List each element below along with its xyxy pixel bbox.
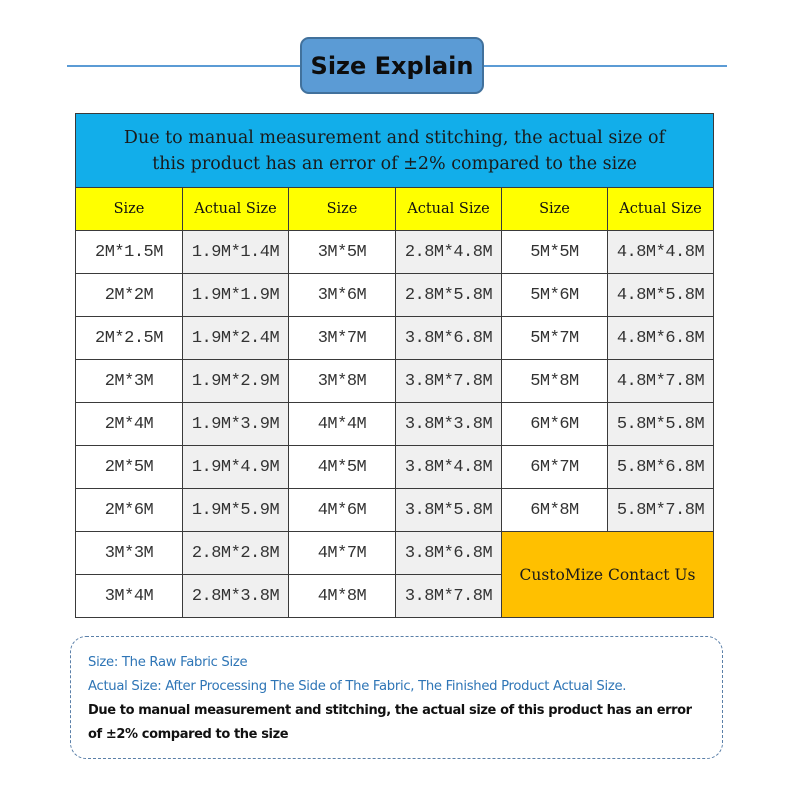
size-cell: 2M*5M (76, 446, 183, 489)
title-divider-left (67, 65, 301, 67)
size-cell: 2M*3M (76, 360, 183, 403)
note-error-disclaimer-2: of ±2% compared to the size (88, 727, 289, 742)
actual-size-cell: 3.8M*7.8M (396, 360, 502, 403)
header-size: Size (289, 188, 396, 231)
actual-size-cell: 2.8M*4.8M (396, 231, 502, 274)
size-cell: 3M*7M (289, 317, 396, 360)
size-cell: 2M*4M (76, 403, 183, 446)
size-cell: 6M*6M (502, 403, 608, 446)
notice-row (76, 114, 714, 188)
notice-line-2: this product has an error of ±2% compared to the size (152, 153, 637, 174)
size-cell: 2M*2M (76, 274, 183, 317)
actual-size-cell: 4.8M*6.8M (608, 317, 714, 360)
size-cell: 4M*6M (289, 489, 396, 532)
actual-size-cell: 1.9M*2.9M (183, 360, 289, 403)
actual-size-cell: 3.8M*5.8M (396, 489, 502, 532)
actual-size-cell: 3.8M*6.8M (396, 532, 502, 575)
size-cell: 4M*4M (289, 403, 396, 446)
note-error-disclaimer-1: Due to manual measurement and stitching, the actual size of this product has an error (88, 703, 692, 718)
actual-size-cell: 4.8M*4.8M (608, 231, 714, 274)
actual-size-cell: 1.9M*5.9M (183, 489, 289, 532)
size-cell: 2M*6M (76, 489, 183, 532)
actual-size-cell: 1.9M*4.9M (183, 446, 289, 489)
notes-box (70, 636, 723, 759)
header-row (76, 188, 714, 231)
actual-size-cell: 2.8M*5.8M (396, 274, 502, 317)
actual-size-cell: 3.8M*6.8M (396, 317, 502, 360)
notice-banner (76, 114, 714, 188)
actual-size-cell: 3.8M*4.8M (396, 446, 502, 489)
table-row (76, 231, 714, 274)
header-actual-size: Actual Size (608, 188, 714, 231)
header-size: Size (76, 188, 183, 231)
size-cell: 2M*1.5M (76, 231, 183, 274)
header-size: Size (502, 188, 608, 231)
size-cell: 5M*8M (502, 360, 608, 403)
size-cell: 3M*3M (76, 532, 183, 575)
size-table (75, 113, 714, 618)
actual-size-cell: 4.8M*5.8M (608, 274, 714, 317)
actual-size-cell: 1.9M*3.9M (183, 403, 289, 446)
size-cell: 5M*5M (502, 231, 608, 274)
size-cell: 4M*8M (289, 575, 396, 618)
title-divider-right (484, 65, 727, 67)
actual-size-cell: 1.9M*1.9M (183, 274, 289, 317)
actual-size-cell: 1.9M*2.4M (183, 317, 289, 360)
actual-size-cell: 5.8M*5.8M (608, 403, 714, 446)
size-cell: 6M*7M (502, 446, 608, 489)
customize-contact-cell: CustoMize Contact Us (502, 532, 714, 618)
table-row (76, 446, 714, 489)
size-cell: 3M*4M (76, 575, 183, 618)
table-row (76, 532, 714, 575)
notice-line-1: Due to manual measurement and stitching, the actual size of (123, 127, 666, 148)
table-row (76, 489, 714, 532)
actual-size-cell: 4.8M*7.8M (608, 360, 714, 403)
actual-size-cell: 5.8M*7.8M (608, 489, 714, 532)
table-row (76, 403, 714, 446)
actual-size-cell: 1.9M*1.4M (183, 231, 289, 274)
table-row (76, 317, 714, 360)
table-row (76, 274, 714, 317)
note-size-definition: Size: The Raw Fabric Size (88, 655, 248, 670)
actual-size-cell: 5.8M*6.8M (608, 446, 714, 489)
size-cell: 5M*7M (502, 317, 608, 360)
table-row (76, 360, 714, 403)
size-cell: 4M*5M (289, 446, 396, 489)
size-cell: 2M*2.5M (76, 317, 183, 360)
actual-size-cell: 2.8M*2.8M (183, 532, 289, 575)
size-cell: 5M*6M (502, 274, 608, 317)
actual-size-cell: 2.8M*3.8M (183, 575, 289, 618)
note-actual-size-definition: Actual Size: After Processing The Side of The Fabric, The Finished Product Actual Size. (88, 679, 627, 694)
size-cell: 3M*5M (289, 231, 396, 274)
size-cell: 3M*6M (289, 274, 396, 317)
actual-size-cell: 3.8M*7.8M (396, 575, 502, 618)
size-cell: 3M*8M (289, 360, 396, 403)
size-cell: 6M*8M (502, 489, 608, 532)
header-actual-size: Actual Size (396, 188, 502, 231)
actual-size-cell: 3.8M*3.8M (396, 403, 502, 446)
header-actual-size: Actual Size (183, 188, 289, 231)
page-title: Size Explain (300, 37, 484, 94)
size-cell: 4M*7M (289, 532, 396, 575)
